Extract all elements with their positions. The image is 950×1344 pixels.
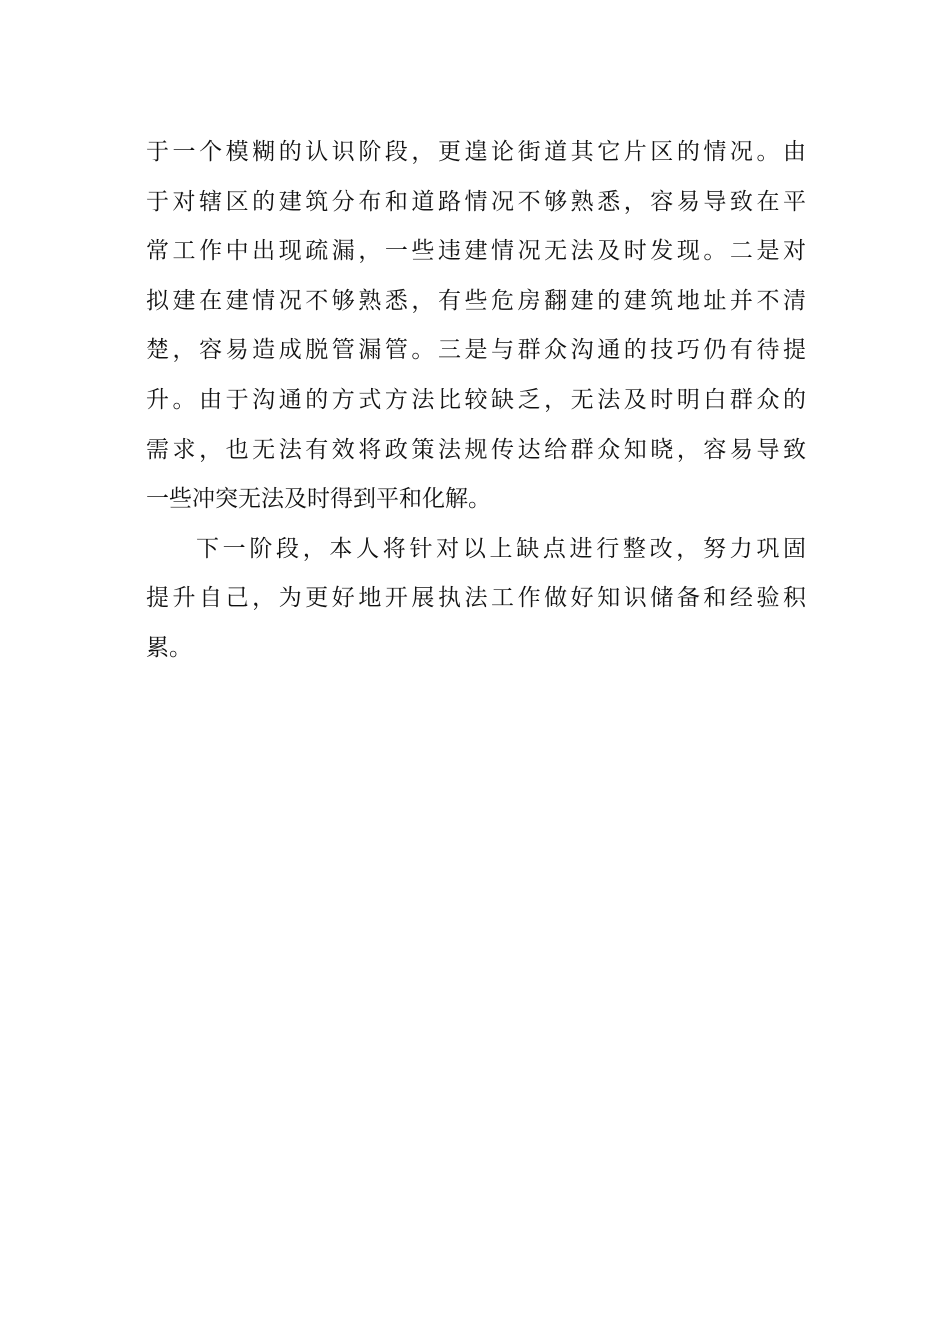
text-line: 提升自己，为更好地开展执法工作做好知识储备和经验积 bbox=[146, 585, 806, 612]
text-line: 于一个模糊的认识阶段，更遑论街道其它片区的情况。由 bbox=[146, 139, 806, 165]
text-line: 升。由于沟通的方式方法比较缺乏，无法及时明白群众的 bbox=[146, 386, 806, 413]
document-body bbox=[146, 128, 806, 674]
text-line: 下一阶段，本人将针对以上缺点进行整改，努力巩固 bbox=[196, 535, 806, 562]
text-line: 累。 bbox=[146, 634, 192, 661]
text-line: 需求，也无法有效将政策法规传达给群众知晓，容易导致 bbox=[146, 436, 806, 463]
text-line: 一些冲突无法及时得到平和化解。 bbox=[146, 486, 491, 513]
paragraph-2 bbox=[146, 525, 806, 674]
text-line: 楚，容易造成脱管漏管。三是与群众沟通的技巧仍有待提 bbox=[146, 337, 806, 364]
text-line: 常工作中出现疏漏，一些违建情况无法及时发现。二是对 bbox=[146, 238, 806, 265]
text-line: 拟建在建情况不够熟悉，有些危房翻建的建筑地址并不清 bbox=[146, 287, 806, 314]
paragraph-1 bbox=[146, 128, 806, 525]
text-line: 于对辖区的建筑分布和道路情况不够熟悉，容易导致在平 bbox=[146, 188, 806, 215]
